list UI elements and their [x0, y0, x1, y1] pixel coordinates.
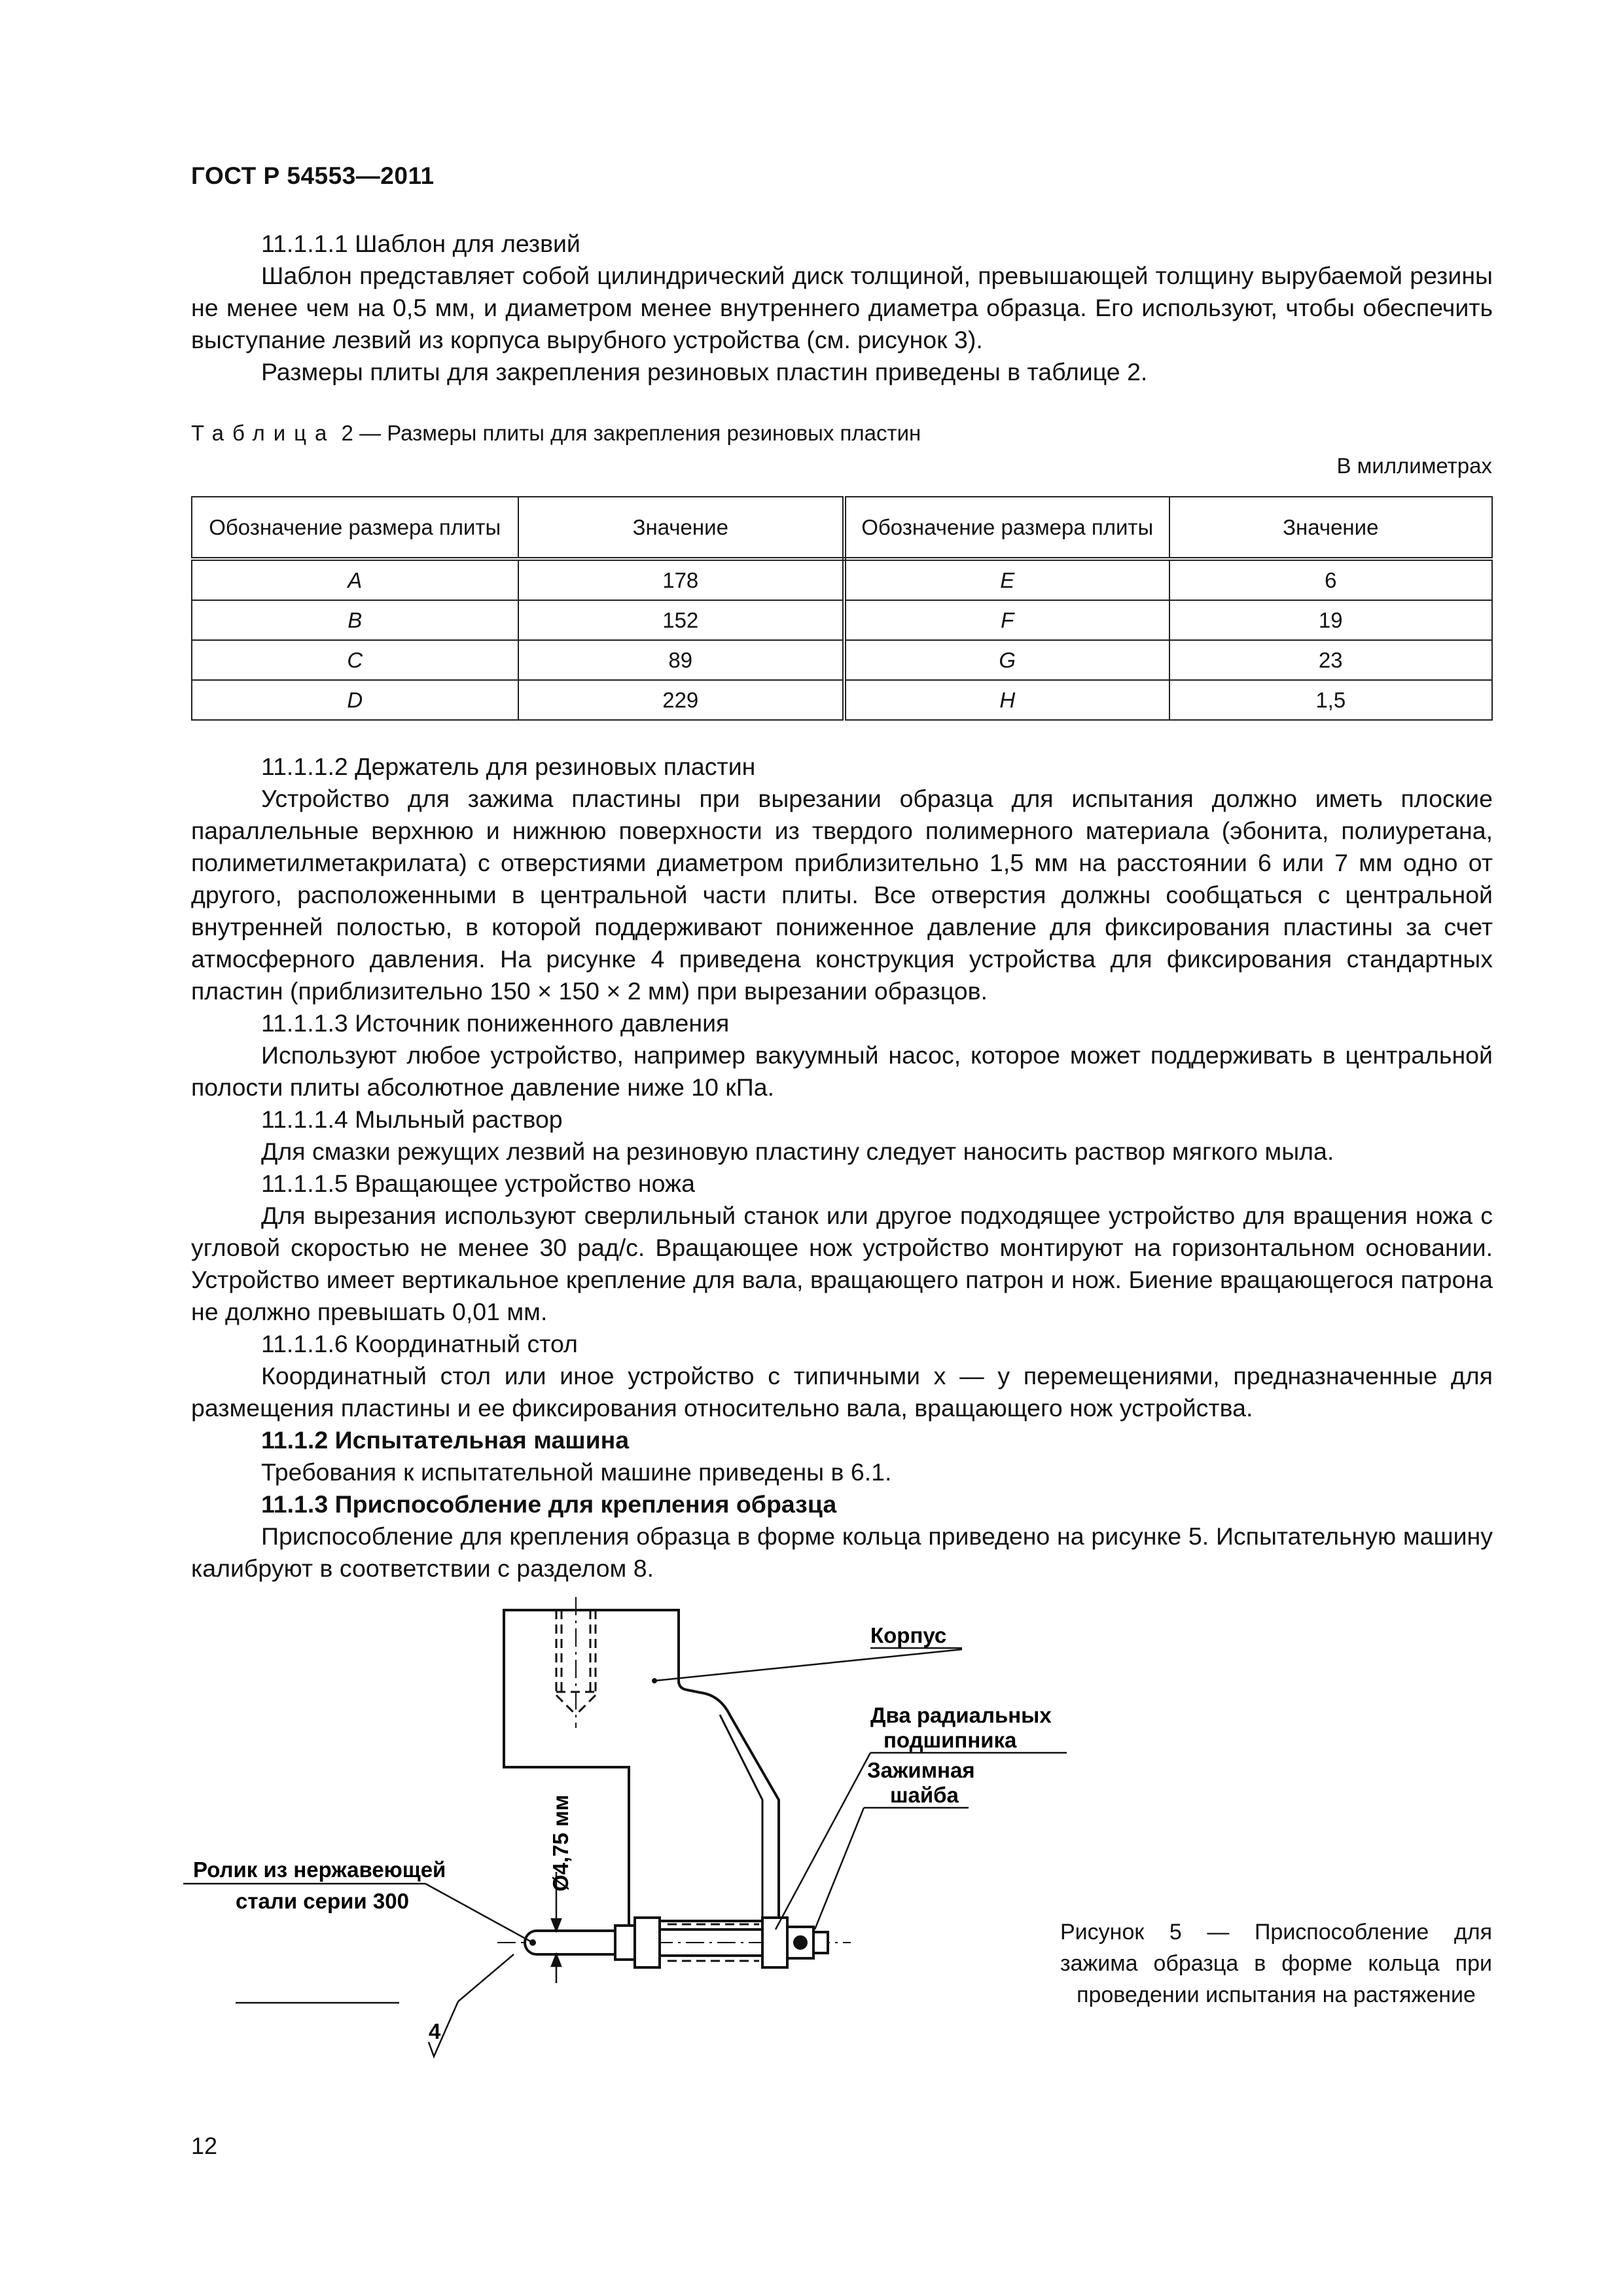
- section-heading: 11.1.1.5 Вращающее устройство ножа: [261, 1170, 695, 1197]
- label-bearings-line2: подшипника: [883, 1728, 1017, 1752]
- table-cell: C: [192, 640, 518, 680]
- paragraph: Для смазки режущих лезвий на резиновую пластину следует наносить раствор мягкого мыла.: [261, 1138, 1334, 1165]
- table-caption-word: Таблица: [191, 421, 336, 445]
- table-cell: 152: [518, 600, 844, 640]
- column-header: Обозначение размера плиты: [192, 497, 518, 559]
- table-cell: B: [192, 600, 518, 640]
- section-heading: 11.1.1.6 Координатный стол: [261, 1330, 578, 1357]
- paragraph: Устройство для зажима пластины при вырезании образца для испытания должно иметь плоские параллельные верхнюю и нижнюю поверхности из твердого полимерного материала (эбонита, полиуретана, полиметилметакрилата) с отверстиями диаметром приблизительно 1,5 мм на расстоянии 6 или 7 мм одно от другого, расположенными в центральной части плиты. Все отверстия должны сообщаться с центральной внутренней полостью, в которой поддерживают пониженное давление для фиксирования пластины за счет атмосферного давления. На рисунке 4 приведена конструкция устройства для фиксирования стандартных пластин (приблизительно 150 × 150 × 2 мм) при вырезании образцов.: [191, 785, 1493, 1005]
- leader-dot: [529, 1939, 536, 1946]
- table-header-row: [192, 497, 1492, 559]
- table-caption: [191, 420, 921, 446]
- label-roller-line2: стали серии 300: [236, 1889, 409, 1913]
- fixture-body-outline: [504, 1610, 779, 1941]
- label-roller-line1: Ролик из нержавеющей: [193, 1857, 446, 1882]
- column-header: Значение: [518, 497, 844, 559]
- table-row: [192, 559, 1492, 600]
- table-units: В миллиметрах: [1336, 454, 1492, 478]
- paragraph: Шаблон представляет собой цилиндрический диск толщиной, превышающей толщину вырубаемой резины не менее чем на 0,5 мм, и диаметром менее внутреннего диаметра образца. Его используют, чтобы обеспечить выступание лезвий из корпуса вырубного устройства (см. рисунок 3).: [191, 262, 1493, 353]
- table-row: [192, 600, 1492, 640]
- table-cell: F: [844, 600, 1169, 640]
- table-row: [192, 640, 1492, 680]
- table-cell: 1,5: [1169, 680, 1492, 720]
- paragraph: Используют любое устройство, например вакуумный насос, которое может поддерживать в центральной полости плиты абсолютное давление ниже 10 кПа.: [191, 1041, 1493, 1101]
- label-bearings-line1: Два радиальных: [870, 1703, 1052, 1727]
- roughness-mark: 4: [429, 2019, 441, 2043]
- section-heading: 11.1.1.4 Мыльный раствор: [261, 1105, 563, 1133]
- leader-dot: [652, 1678, 657, 1683]
- section-heading: 11.1.1.3 Источник пониженного давления: [261, 1009, 730, 1037]
- table-cell: 6: [1169, 559, 1492, 600]
- table-cell: A: [192, 559, 518, 600]
- section-heading-bold: 11.1.3 Приспособление для крепления образца: [261, 1490, 837, 1518]
- column-header: Обозначение размера плиты: [844, 497, 1169, 559]
- section-heading: 11.1.1.1 Шаблон для лезвий: [261, 230, 580, 257]
- paragraph: Координатный стол или иное устройство с типичными x — y перемещениями, предназначенные для размещения пластины и ее фиксирования относительно вала, вращающего нож устройства.: [191, 1362, 1493, 1422]
- section-heading-bold: 11.1.2 Испытательная машина: [261, 1426, 630, 1454]
- table-cell: H: [844, 680, 1169, 720]
- figure-5: [183, 1584, 1099, 2081]
- table-cell: 89: [518, 640, 844, 680]
- table-cell: 23: [1169, 640, 1492, 680]
- text-block-main: [191, 751, 1493, 1585]
- column-header: Значение: [1169, 497, 1492, 559]
- paragraph: Размеры плиты для закрепления резиновых пластин приведены в таблице 2.: [261, 358, 1148, 386]
- table-cell: 229: [518, 680, 844, 720]
- paragraph: Для вырезания используют сверлильный станок или другое подходящее устройство для вращения ножа с угловой скоростью не менее 30 рад/с. Вращающее нож устройство монтируют на горизонтальном основании. Устройство имеет вертикальное крепление для вала, вращающего патрон и нож. Биение вращающегося патрона не должно превышать 0,01 мм.: [191, 1202, 1493, 1325]
- label-washer-line2: шайба: [890, 1783, 959, 1807]
- paragraph: Требования к испытательной машине приведены в 6.1.: [261, 1458, 892, 1486]
- text-block-top: [191, 228, 1493, 388]
- table-caption-text: 2 — Размеры плиты для закрепления резиновых пластин: [335, 421, 921, 445]
- table-cell: 19: [1169, 600, 1492, 640]
- section-heading: 11.1.1.2 Держатель для резиновых пластин: [261, 753, 756, 780]
- table-cell: D: [192, 680, 518, 720]
- table-cell: G: [844, 640, 1169, 680]
- document-header: ГОСТ Р 54553—2011: [191, 162, 435, 189]
- table-cell: 178: [518, 559, 844, 600]
- paragraph: Приспособление для крепления образца в форме кольца приведено на рисунке 5. Испытательную машину калибруют в соответствии с разделом 8.: [191, 1522, 1493, 1582]
- label-washer-line1: Зажимная: [867, 1758, 975, 1782]
- table-row: [192, 680, 1492, 720]
- diameter-label: Ø4,75 мм: [548, 1795, 573, 1892]
- table-cell: E: [844, 559, 1169, 600]
- dimensions-table: [191, 496, 1493, 721]
- fixture-drawing: [183, 1584, 1099, 2081]
- label-body: Корпус: [870, 1623, 947, 1647]
- figure-caption: Рисунок 5 — Приспособление для зажима образца в форме кольца при проведении испытания на растяжение: [1060, 1920, 1492, 2007]
- page-number: 12: [191, 2132, 218, 2159]
